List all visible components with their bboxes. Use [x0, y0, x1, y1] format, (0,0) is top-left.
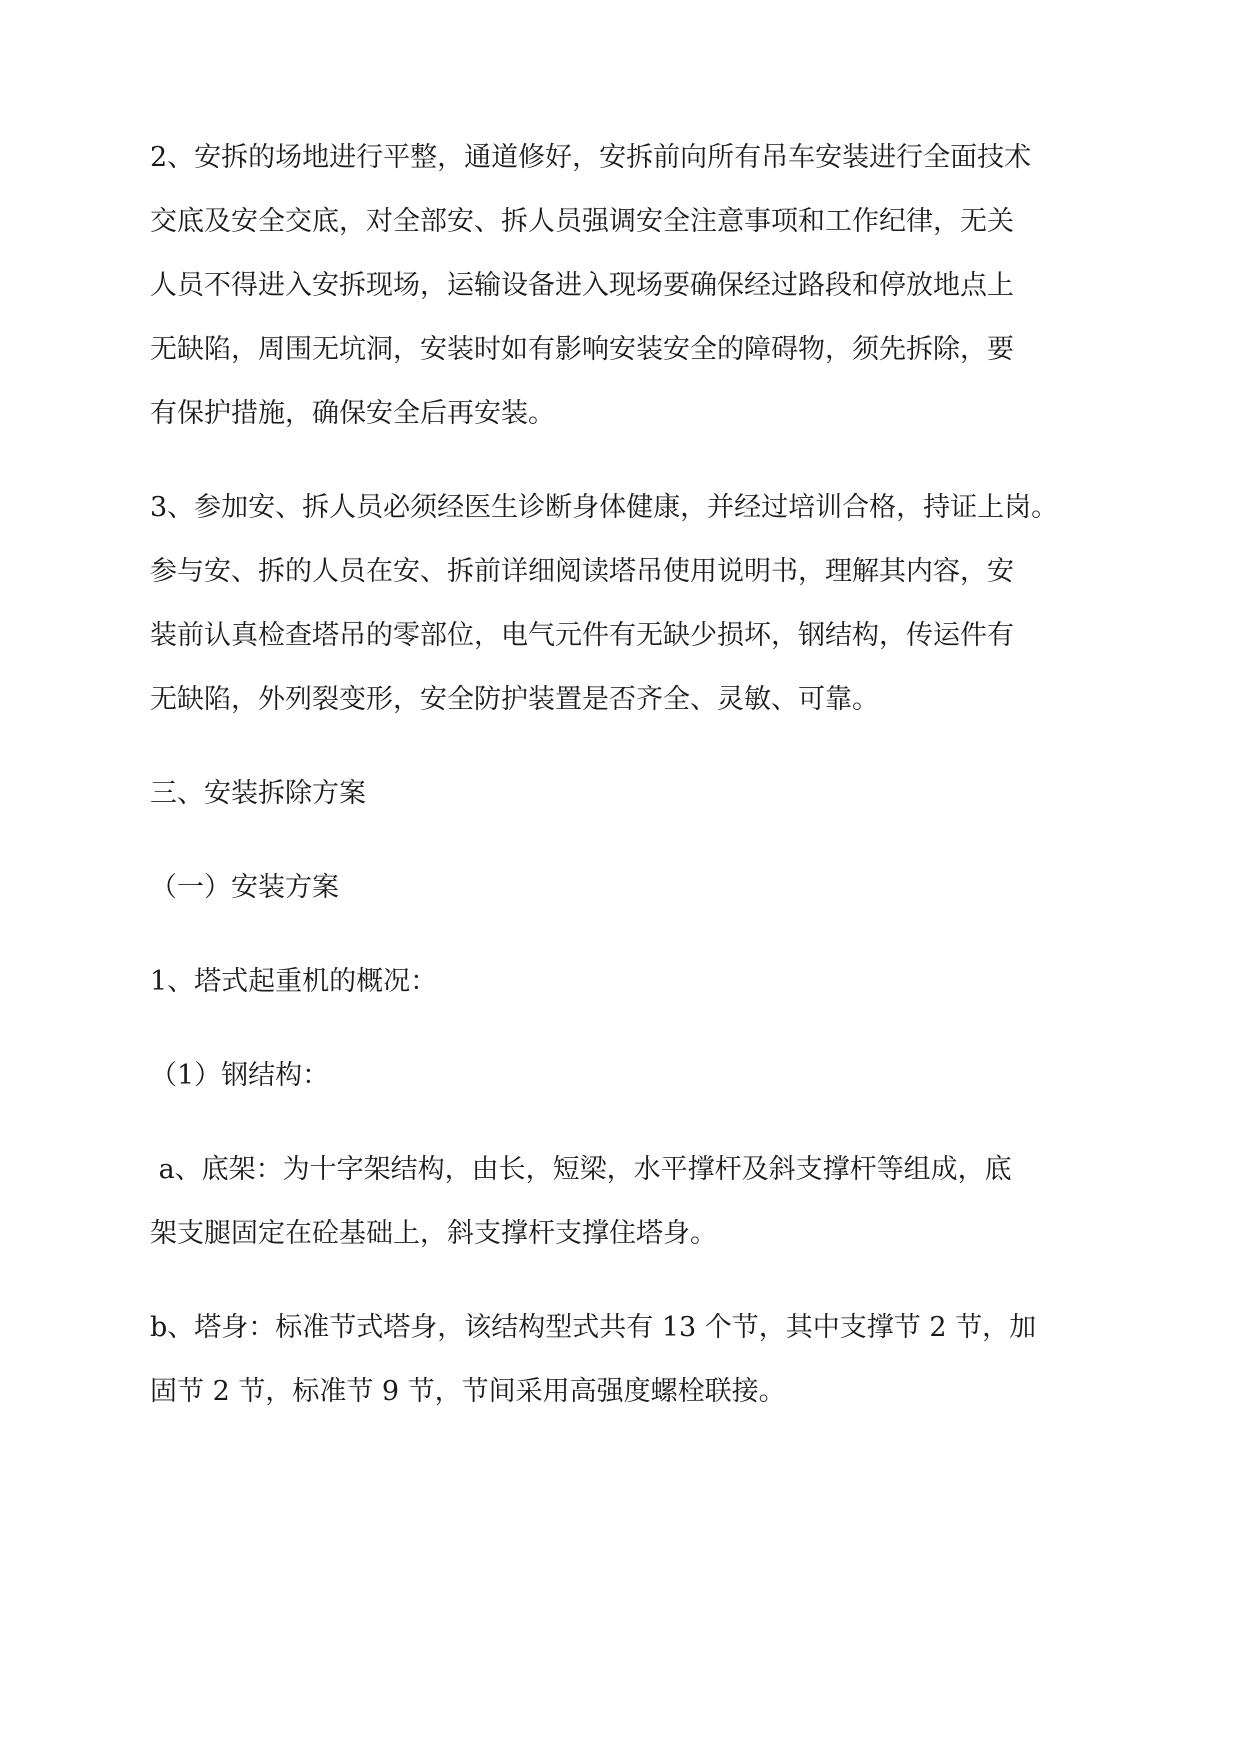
- text-line: 装前认真检查塔吊的零部位，电气元件有无缺少损坏，钢结构，传运件有: [150, 620, 1014, 651]
- text-line: 2、安拆的场地进行平整，通道修好，安拆前向所有吊车安装进行全面技术: [150, 142, 1032, 173]
- paragraph-personnel-requirements: [150, 476, 1090, 732]
- subsection-heading: （一）安装方案: [150, 872, 339, 903]
- text-line: b、塔身：标准节式塔身，该结构型式共有 13 个节，其中支撑节 2 节，加: [150, 1312, 1037, 1343]
- paragraph-base-frame: [150, 1138, 1090, 1266]
- item-heading: 1、塔式起重机的概况：: [150, 966, 438, 997]
- document-body: [150, 126, 1090, 1454]
- sub-item-heading: （1）钢结构：: [150, 1060, 330, 1091]
- text-line: 3、参加安、拆人员必须经医生诊断身体健康，并经过培训合格，持证上岗。: [150, 492, 1059, 523]
- text-line: 人员不得进入安拆现场，运输设备进入现场要确保经过路段和停放地点上: [150, 270, 1014, 301]
- text-line: 有保护措施，确保安全后再安装。: [150, 398, 555, 429]
- paragraph-site-preparation: [150, 126, 1090, 446]
- text-line: 架支腿固定在砼基础上，斜支撑杆支撑住塔身。: [150, 1218, 717, 1249]
- section-heading: 三、安装拆除方案: [150, 778, 366, 809]
- text-line: 无缺陷，周围无坑洞，安装时如有影响安装安全的障碍物，须先拆除，要: [150, 334, 1014, 365]
- text-line: 参与安、拆的人员在安、拆前详细阅读塔吊使用说明书，理解其内容，安: [150, 556, 1014, 587]
- text-line: 无缺陷，外列裂变形，安全防护装置是否齐全、灵敏、可靠。: [150, 684, 879, 715]
- text-line: 固节 2 节，标准节 9 节，节间采用高强度螺栓联接。: [150, 1376, 786, 1407]
- paragraph-tower-body: [150, 1296, 1090, 1424]
- text-line: 交底及安全交底，对全部安、拆人员强调安全注意事项和工作纪律，无关: [150, 206, 1014, 237]
- text-line: a、底架：为十字架结构，由长，短梁，水平撑杆及斜支撑杆等组成，底: [150, 1154, 1012, 1185]
